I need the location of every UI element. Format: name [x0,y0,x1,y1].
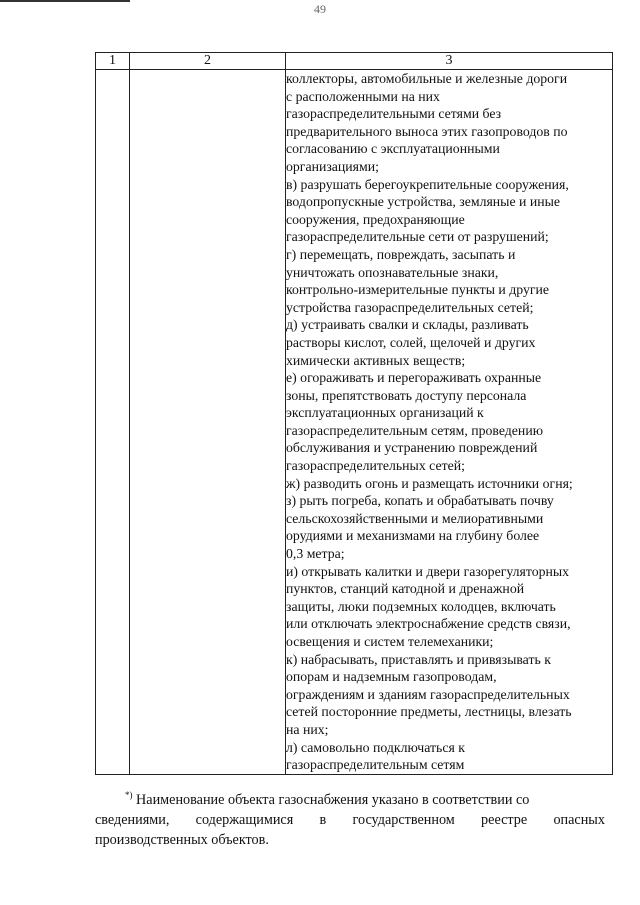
text-line: газораспределительными сетями без [286,106,502,122]
footnote-word: реестре [481,812,528,828]
text-line: сельскохозяйственными и мелиоративными [286,510,544,526]
page-number: 49 [314,2,326,16]
text-line: зоны, препятствовать доступу персонала [286,387,527,403]
footnote-word: государственном [352,812,455,828]
column-header-1: 1 [96,53,130,70]
text-line: водопропускные устройства, земляные и иные [286,194,561,210]
text-line: газораспределительным сетям, проведению [286,422,544,438]
text-line: газораспределительных сетей; [286,458,465,474]
footnote-marker: *) [125,790,133,800]
footnote-line-1 [95,785,605,810]
text-line: 0,3 метра; [286,546,345,562]
footnote [95,785,605,850]
text-line: защиты, люки подземных колодцев, включать [286,598,556,614]
text-line: и) открывать калитки и двери газорегуляторных [286,563,570,579]
text-line: согласованию с эксплуатационными [286,141,500,157]
text-line: в) разрушать берегоукрепительные сооружения, [286,176,569,192]
text-line: химически активных веществ; [286,352,466,368]
text-line: ограждениям и зданиям газораспределительных [286,686,570,702]
table-row [96,70,613,775]
text-line: организациями; [286,158,379,174]
table-header-row [96,53,613,70]
text-line: сооружения, предохраняющие [286,211,465,227]
cell-col-3 [286,70,613,775]
text-line: е) огораживать и перегораживать охранные [286,370,542,386]
text-line: сетей посторонние предметы, лестницы, влезать [286,704,572,720]
text-line: з) рыть погреба, копать и обрабатывать почву [286,493,554,509]
text-line: пунктов, станций катодной и дренажной [286,581,525,597]
text-line: д) устраивать свалки и склады, разливать [286,317,529,333]
text-line: растворы кислот, солей, щелочей и других [286,334,536,350]
text-line: контрольно-измерительные пункты и другие [286,282,550,298]
text-line: ж) разводить огонь и размещать источники огня; [286,475,573,491]
text-line: эксплуатационных организаций к [286,405,484,421]
text-line: или отключать электроснабжение средств связи, [286,616,571,632]
text-line: освещения и систем телемеханики; [286,634,494,649]
cell-col-1 [96,70,130,775]
text-line: с расположенными на них [286,88,440,104]
text-line: устройства газораспределительных сетей; [286,299,534,315]
footnote-word: в [319,812,327,828]
footnote-line-2 [95,810,605,830]
footnote-word: сведениями, [95,812,170,828]
cell-col-2 [130,70,286,775]
footnote-line-3: производственных объектов. [95,832,269,848]
text-line: опорам и надземным газопроводам, [286,669,497,685]
text-line: орудиями и механизмами на глубину более [286,528,540,544]
footnote-word: опасных [553,812,605,828]
footnote-word: содержащимися [195,812,294,828]
footnote-text-1: Наименование объекта газоснабжения указано в соответствии со [136,792,530,808]
text-line: г) перемещать, повреждать, засыпать и [286,246,516,262]
text-line: газораспределительные сети от разрушений; [286,229,549,245]
text-line: газораспределительным сетям [286,757,465,773]
text-line: предварительного выноса этих газопроводов по [286,123,568,139]
continuation-table [95,52,613,775]
text-line: на них; [286,721,329,737]
text-line: к) набрасывать, приставлять и привязывать к [286,651,551,667]
column-header-2: 2 [130,53,286,70]
text-line: обслуживания и устранению повреждений [286,440,538,456]
column-header-3: 3 [286,53,613,70]
text-line: коллекторы, автомобильные и железные дороги [286,71,568,86]
text-line: уничтожать опознавательные знаки, [286,264,499,280]
text-line: л) самовольно подключаться к [286,739,465,755]
